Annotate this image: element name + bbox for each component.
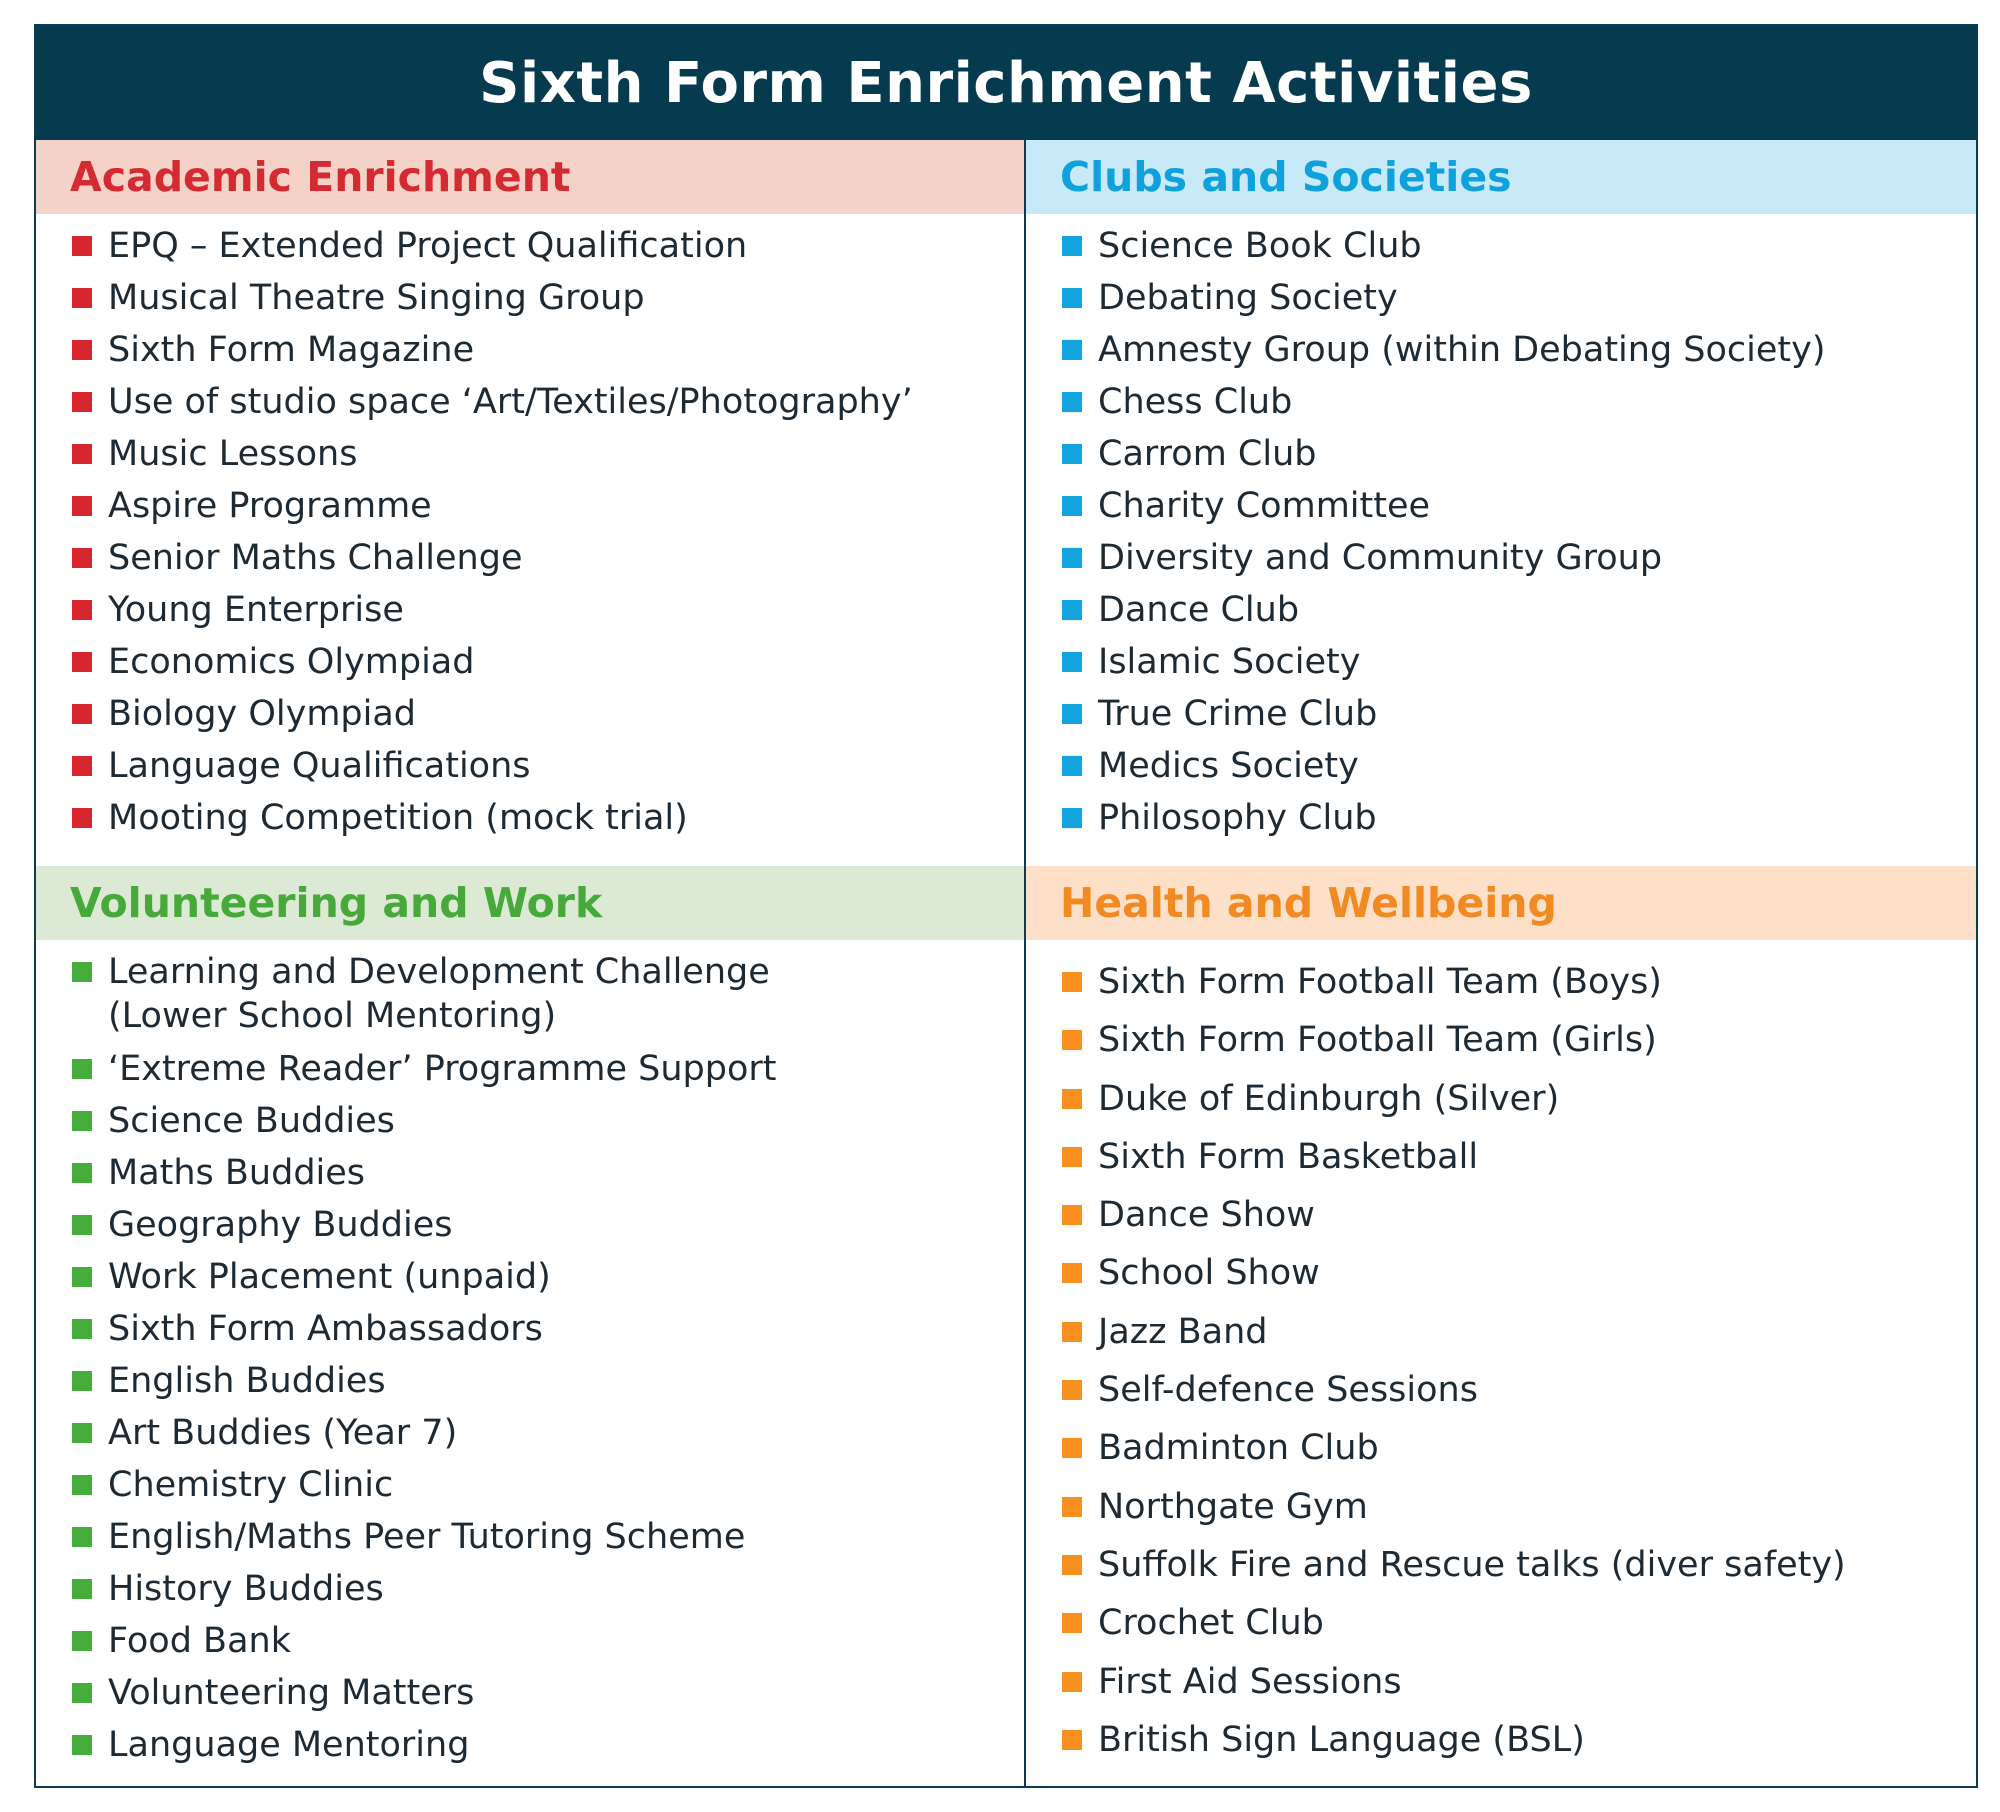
square-bullet-icon [1062, 756, 1082, 776]
list-item [36, 1255, 1024, 1307]
square-bullet-icon [1062, 1263, 1082, 1283]
list-item [36, 380, 1024, 432]
section-clubs-and-societies [1026, 140, 1976, 848]
square-bullet-icon [1062, 1497, 1082, 1517]
list-item [36, 1151, 1024, 1203]
square-bullet-icon [1062, 340, 1082, 360]
list-item-label: Aspire Programme [108, 486, 432, 526]
square-bullet-icon [1062, 1672, 1082, 1692]
list-item [1026, 224, 1976, 276]
list-item [1026, 1368, 1976, 1426]
list-item-label: School Show [1098, 1253, 1320, 1294]
list-item [1026, 1601, 1976, 1659]
list-item [1026, 276, 1976, 328]
list-item-label: Sixth Form Magazine [108, 330, 475, 370]
square-bullet-icon [72, 1215, 92, 1235]
list-item-label: First Aid Sessions [1098, 1661, 1402, 1702]
square-bullet-icon [1062, 236, 1082, 256]
square-bullet-icon [1062, 1380, 1082, 1400]
list-item-label: Economics Olympiad [108, 642, 475, 682]
square-bullet-icon [72, 288, 92, 308]
list-item [36, 484, 1024, 536]
square-bullet-icon [72, 704, 92, 724]
list-item-label: Senior Maths Challenge [108, 538, 523, 578]
list-item-label: Chess Club [1098, 382, 1293, 422]
section-academic-enrichment [36, 140, 1024, 848]
list-item-label: Crochet Club [1098, 1603, 1324, 1644]
activity-list [36, 950, 1024, 1775]
square-bullet-icon [72, 392, 92, 412]
list-item [36, 1567, 1024, 1619]
list-item [1026, 1426, 1976, 1484]
list-item-label: Music Lessons [108, 434, 358, 474]
list-item [1026, 1660, 1976, 1718]
section-heading: Volunteering and Work [36, 866, 1024, 940]
list-item [1026, 796, 1976, 848]
list-item [36, 692, 1024, 744]
list-item-label: History Buddies [108, 1569, 384, 1609]
square-bullet-icon [1062, 288, 1082, 308]
list-item-label: Philosophy Club [1098, 798, 1377, 838]
list-item-label: English Buddies [108, 1361, 386, 1401]
list-item-label: Debating Society [1098, 278, 1398, 318]
square-bullet-icon [72, 1267, 92, 1287]
list-item-label: Food Bank [108, 1621, 291, 1661]
activity-list [36, 224, 1024, 848]
square-bullet-icon [1062, 392, 1082, 412]
list-item-label: Young Enterprise [108, 590, 404, 630]
list-item-label: Charity Committee [1098, 486, 1431, 526]
list-item-label: True Crime Club [1098, 694, 1378, 734]
list-item-label: Badminton Club [1098, 1428, 1379, 1469]
square-bullet-icon [72, 1423, 92, 1443]
list-item [1026, 1193, 1976, 1251]
square-bullet-icon [1062, 652, 1082, 672]
square-bullet-icon [72, 1683, 92, 1703]
square-bullet-icon [72, 808, 92, 828]
list-item [1026, 692, 1976, 744]
square-bullet-icon [1062, 972, 1082, 992]
list-item [36, 796, 1024, 848]
list-item [1026, 744, 1976, 796]
square-bullet-icon [72, 756, 92, 776]
activity-list [1026, 960, 1976, 1776]
square-bullet-icon [1062, 1089, 1082, 1109]
page-title: Sixth Form Enrichment Activities [36, 26, 1976, 140]
list-item-label: Art Buddies (Year 7) [108, 1413, 458, 1453]
square-bullet-icon [72, 1527, 92, 1547]
square-bullet-icon [72, 962, 92, 982]
list-item [36, 328, 1024, 380]
list-item [36, 744, 1024, 796]
list-item [1026, 328, 1976, 380]
square-bullet-icon [72, 1319, 92, 1339]
section-heading: Health and Wellbeing [1026, 866, 1976, 940]
section-volunteering-and-work [36, 866, 1024, 1775]
list-item [1026, 1485, 1976, 1543]
list-item [36, 1099, 1024, 1151]
list-item-label: Sixth Form Basketball [1098, 1136, 1479, 1177]
list-item [36, 1359, 1024, 1411]
list-item-label: Carrom Club [1098, 434, 1317, 474]
square-bullet-icon [72, 1735, 92, 1755]
list-item-label: Dance Show [1098, 1195, 1315, 1236]
list-item [1026, 1543, 1976, 1601]
square-bullet-icon [1062, 1438, 1082, 1458]
list-item [36, 1463, 1024, 1515]
square-bullet-icon [72, 1631, 92, 1651]
list-item [36, 276, 1024, 328]
square-bullet-icon [72, 340, 92, 360]
list-item-label: British Sign Language (BSL) [1098, 1719, 1585, 1760]
list-item-label: Use of studio space ‘Art/Textiles/Photography’ [108, 382, 913, 422]
square-bullet-icon [72, 1371, 92, 1391]
list-item [1026, 1077, 1976, 1135]
list-item [1026, 1310, 1976, 1368]
list-item [36, 588, 1024, 640]
list-item [1026, 640, 1976, 692]
list-item-label: Language Qualifications [108, 746, 531, 786]
list-item-label: Medics Society [1098, 746, 1359, 786]
list-item-label: Maths Buddies [108, 1153, 366, 1193]
list-item-label: Work Placement (unpaid) [108, 1257, 551, 1297]
list-item [1026, 1135, 1976, 1193]
list-item-label: Duke of Edinburgh (Silver) [1098, 1078, 1560, 1119]
square-bullet-icon [72, 1111, 92, 1131]
activities-table [34, 24, 1978, 1788]
list-item-label: Suffolk Fire and Rescue talks (diver safety) [1098, 1544, 1846, 1585]
square-bullet-icon [72, 1475, 92, 1495]
list-item [36, 1619, 1024, 1671]
list-item-label: ‘Extreme Reader’ Programme Support [108, 1049, 777, 1089]
list-item-label: English/Maths Peer Tutoring Scheme [108, 1517, 746, 1557]
square-bullet-icon [72, 1059, 92, 1079]
list-item [1026, 1018, 1976, 1076]
list-item [1026, 588, 1976, 640]
list-item-label: EPQ – Extended Project Qualification [108, 226, 748, 266]
list-item-label: Science Buddies [108, 1101, 395, 1141]
list-item [36, 1203, 1024, 1255]
list-item-label: Amnesty Group (within Debating Society) [1098, 330, 1826, 370]
list-item-label: Geography Buddies [108, 1205, 453, 1245]
square-bullet-icon [1062, 808, 1082, 828]
list-item-label: Musical Theatre Singing Group [108, 278, 645, 318]
list-item [36, 1047, 1024, 1099]
square-bullet-icon [72, 548, 92, 568]
square-bullet-icon [72, 496, 92, 516]
list-item [1026, 960, 1976, 1018]
section-heading: Clubs and Societies [1026, 140, 1976, 214]
list-item-label: Language Mentoring [108, 1725, 470, 1765]
list-item [1026, 432, 1976, 484]
square-bullet-icon [1062, 1205, 1082, 1225]
square-bullet-icon [1062, 444, 1082, 464]
square-bullet-icon [1062, 1322, 1082, 1342]
square-bullet-icon [72, 1163, 92, 1183]
section-health-and-wellbeing [1026, 866, 1976, 1776]
square-bullet-icon [1062, 548, 1082, 568]
list-item-label: Science Book Club [1098, 226, 1422, 266]
list-item [36, 432, 1024, 484]
square-bullet-icon [1062, 1147, 1082, 1167]
list-item-label: Sixth Form Football Team (Girls) [1098, 1020, 1657, 1061]
square-bullet-icon [72, 236, 92, 256]
square-bullet-icon [1062, 1030, 1082, 1050]
list-item [36, 640, 1024, 692]
list-item [36, 1411, 1024, 1463]
square-bullet-icon [1062, 1555, 1082, 1575]
square-bullet-icon [1062, 600, 1082, 620]
list-item [36, 1515, 1024, 1567]
list-item [36, 224, 1024, 276]
square-bullet-icon [72, 652, 92, 672]
list-item [36, 1307, 1024, 1359]
list-item-label: Learning and Development Challenge (Lower School Mentoring) [108, 952, 770, 1036]
list-item-label: Biology Olympiad [108, 694, 417, 734]
list-item-label: Volunteering Matters [108, 1673, 475, 1713]
list-item-label: Jazz Band [1098, 1311, 1268, 1352]
list-item [1026, 380, 1976, 432]
square-bullet-icon [1062, 1613, 1082, 1633]
list-item [1026, 1718, 1976, 1776]
list-item-label: Mooting Competition (mock trial) [108, 798, 688, 838]
list-item-label: Chemistry Clinic [108, 1465, 394, 1505]
list-item-label: Sixth Form Football Team (Boys) [1098, 962, 1662, 1002]
square-bullet-icon [1062, 1730, 1082, 1750]
list-item-label: Sixth Form Ambassadors [108, 1309, 543, 1349]
list-item [36, 1671, 1024, 1723]
list-item-label: Diversity and Community Group [1098, 538, 1663, 578]
square-bullet-icon [72, 1579, 92, 1599]
square-bullet-icon [1062, 496, 1082, 516]
list-item [1026, 536, 1976, 588]
square-bullet-icon [72, 600, 92, 620]
list-item-label: Islamic Society [1098, 642, 1361, 682]
list-item-label: Northgate Gym [1098, 1486, 1368, 1527]
square-bullet-icon [72, 444, 92, 464]
activity-list [1026, 224, 1976, 848]
list-item [36, 1723, 1024, 1775]
section-heading: Academic Enrichment [36, 140, 1024, 214]
list-item [1026, 1251, 1976, 1309]
list-item [36, 536, 1024, 588]
list-item-label: Self-defence Sessions [1098, 1370, 1478, 1411]
list-item-label: Dance Club [1098, 590, 1300, 630]
square-bullet-icon [1062, 704, 1082, 724]
list-item [1026, 484, 1976, 536]
list-item [36, 950, 868, 1047]
